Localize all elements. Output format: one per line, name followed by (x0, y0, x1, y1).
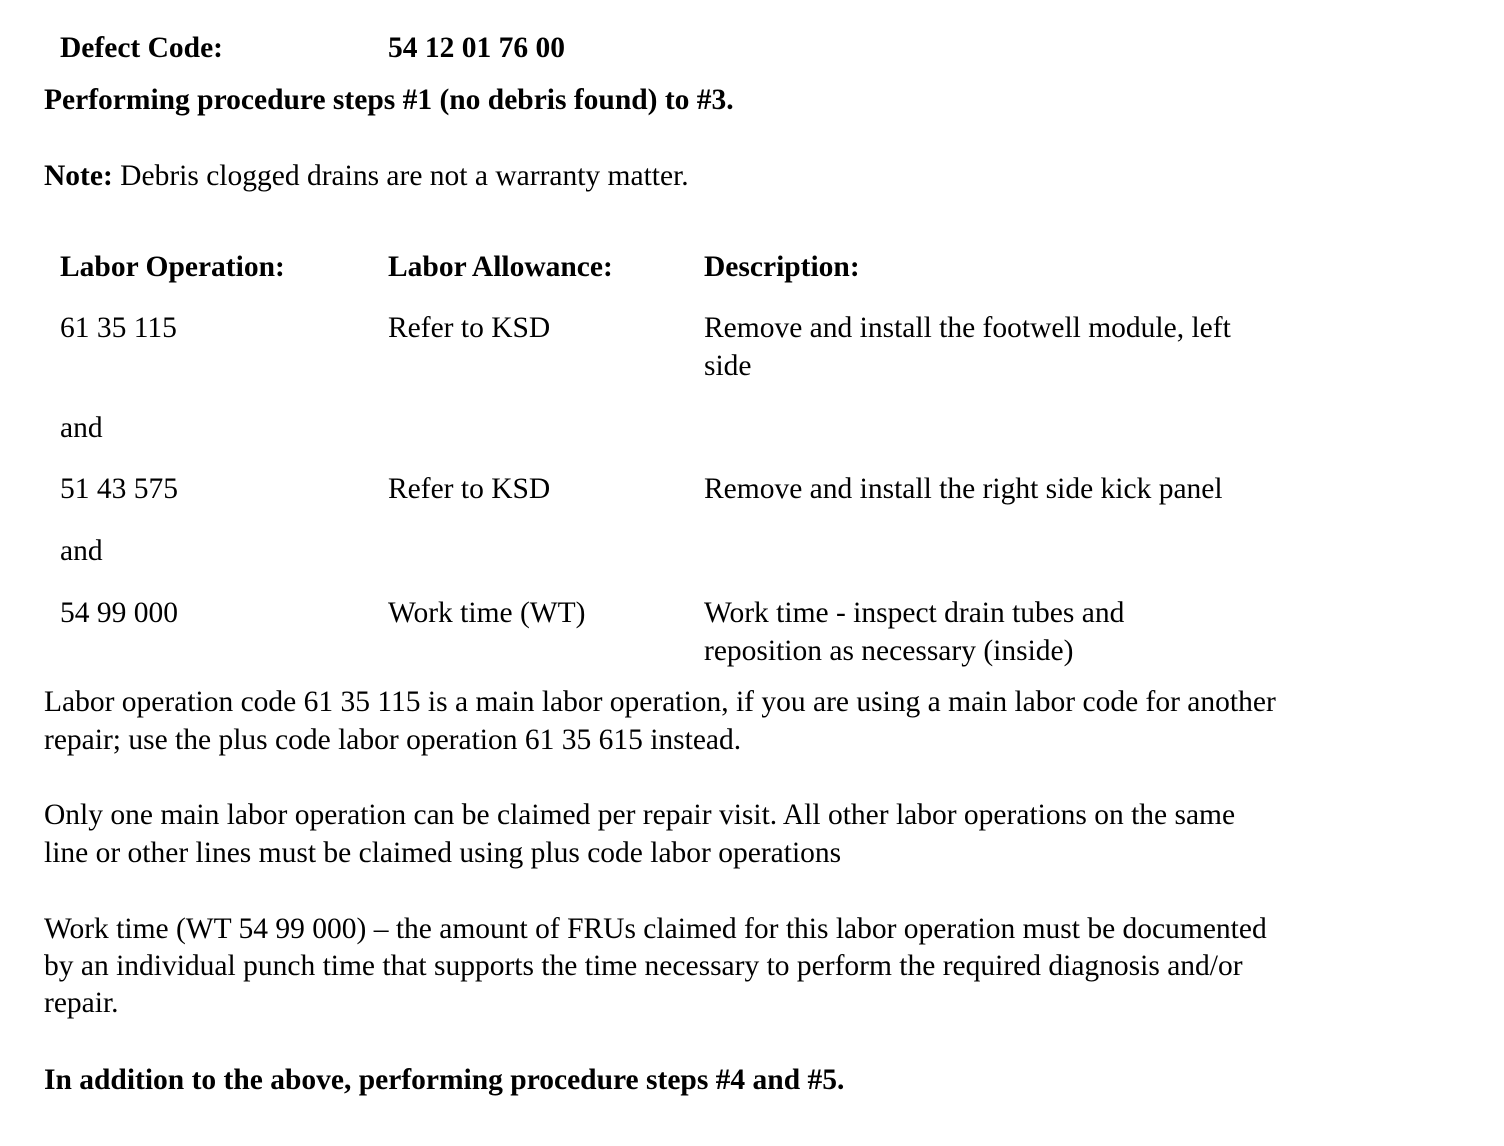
header-description: Description: (704, 251, 860, 283)
note-label: Note: (44, 160, 113, 192)
header-labor-operation: Labor Operation: (60, 251, 285, 283)
paragraph-3-line3: repair. (44, 987, 119, 1019)
and-connector-1: and (60, 412, 103, 444)
row2-desc-line1: Remove and install the right side kick panel (704, 473, 1223, 505)
paragraph-2-line2: line or other lines must be claimed using plus code labor operations (44, 837, 842, 869)
header-labor-allowance: Labor Allowance: (388, 251, 613, 283)
row1-desc-line2: side (704, 350, 752, 382)
row3-desc-line1: Work time - inspect drain tubes and (704, 597, 1125, 629)
paragraph-3-line2: by an individual punch time that supports the time necessary to perform the required diagnosis and/or (44, 950, 1243, 982)
defect-code-label: Defect Code: (60, 32, 223, 64)
procedure-heading-2: In addition to the above, performing procedure steps #4 and #5. (44, 1064, 845, 1096)
paragraph-1-line2: repair; use the plus code labor operation 61 35 615 instead. (44, 724, 742, 756)
row1-op: 61 35 115 (60, 312, 177, 344)
row3-desc-line2: reposition as necessary (inside) (704, 635, 1074, 667)
row3-op: 54 99 000 (60, 597, 178, 629)
procedure-heading-1: Performing procedure steps #1 (no debris found) to #3. (44, 84, 734, 116)
note (44, 158, 689, 195)
row1-desc-line1: Remove and install the footwell module, left (704, 312, 1231, 344)
paragraph-2-line1: Only one main labor operation can be claimed per repair visit. All other labor operations on the same (44, 799, 1236, 831)
note-text: Debris clogged drains are not a warranty matter. (112, 160, 689, 192)
and-connector-2: and (60, 535, 103, 567)
row3-allowance: Work time (WT) (388, 597, 586, 629)
row1-allowance: Refer to KSD (388, 312, 551, 344)
row2-allowance: Refer to KSD (388, 473, 551, 505)
paragraph-3-line1: Work time (WT 54 99 000) – the amount of FRUs claimed for this labor operation must be documented (44, 913, 1267, 945)
paragraph-1-line1: Labor operation code 61 35 115 is a main labor operation, if you are using a main labor code for another (44, 686, 1276, 718)
row2-op: 51 43 575 (60, 473, 178, 505)
defect-code-value: 54 12 01 76 00 (388, 32, 565, 64)
